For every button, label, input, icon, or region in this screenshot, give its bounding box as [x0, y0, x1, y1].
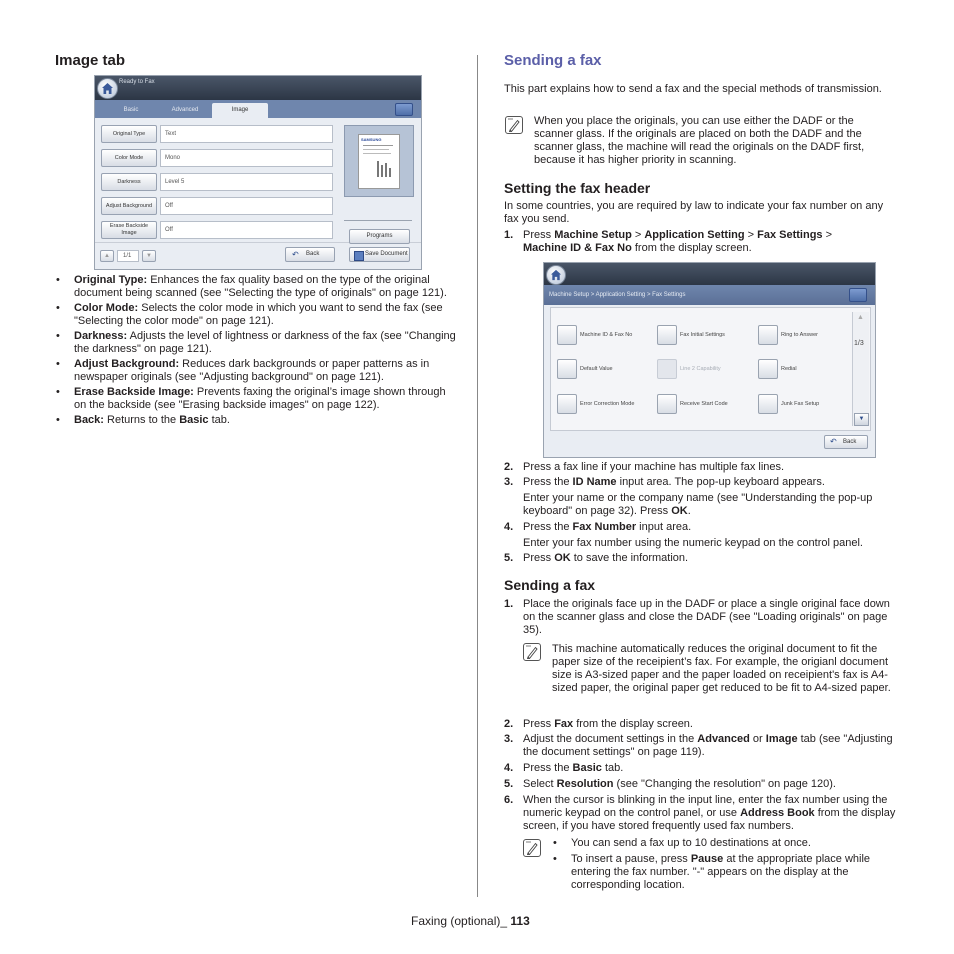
- image-tab-screenshot: [94, 75, 422, 270]
- erase-backside-image-field[interactable]: Off: [160, 221, 333, 239]
- note-fax-tips: [553, 837, 898, 892]
- fax-settings-screenshot: [543, 262, 876, 458]
- option-label: Redial: [781, 366, 797, 372]
- list-item: • To insert a pause, press Pause at the appropriate place while entering the fax number. "-" appears on the display at the corresponding location.: [553, 853, 871, 891]
- option-label: Junk Fax Setup: [781, 401, 820, 407]
- back-button[interactable]: [824, 435, 868, 449]
- page-up-icon[interactable]: ▲: [100, 250, 114, 262]
- programs-button[interactable]: Programs: [349, 229, 410, 244]
- option-label: Error Correction Mode: [580, 401, 635, 407]
- step-1-setup: 1. Press Machine Setup > Application Setting > Fax Settings > Machine ID & Fax No from the display screen.: [504, 229, 833, 254]
- option-label: Machine ID & Fax No: [580, 332, 633, 338]
- save-icon: [354, 251, 364, 261]
- back-button[interactable]: [285, 247, 335, 262]
- tab-bar: [95, 100, 421, 118]
- step-3-adjust-settings: 3. Adjust the document settings in the Advanced or Image tab (see "Adjusting the document settings" on page 119).: [504, 733, 893, 758]
- junk-fax-setup-button[interactable]: [758, 394, 778, 414]
- page-indicator: 1/1: [117, 250, 139, 262]
- back-label: Back: [843, 439, 857, 445]
- back-arrow-icon: ↶: [292, 250, 299, 259]
- list-item: • Color Mode: Selects the color mode in which you want to send the fax (see "Selecting the color mode" on page 121).: [56, 302, 456, 328]
- note-icon: [523, 839, 541, 857]
- section-heading-sending-a-fax: Sending a fax: [504, 52, 602, 69]
- save-document-button[interactable]: [349, 247, 410, 262]
- erase-backside-image-button[interactable]: Erase Backside Image: [101, 221, 157, 239]
- upload-icon[interactable]: [849, 288, 867, 302]
- option-label: Ring to Answer: [781, 332, 818, 338]
- list-item: • Original Type: Enhances the fax quality based on the type of the original document being scanned (see "Selecting the type of originals" on page 121).: [56, 274, 456, 300]
- scrollbar[interactable]: [852, 312, 869, 426]
- scroll-up-icon[interactable]: ▲: [857, 314, 864, 321]
- subheading-sending-a-fax: Sending a fax: [504, 577, 596, 593]
- page-down-icon[interactable]: ▼: [142, 250, 156, 262]
- back-label: Back: [306, 251, 320, 257]
- color-mode-button[interactable]: Color Mode: [101, 149, 157, 167]
- darkness-button[interactable]: Darkness: [101, 173, 157, 191]
- page-footer: Faxing (optional)_ 113: [411, 914, 530, 928]
- note-icon: [505, 116, 523, 134]
- receive-start-code-button[interactable]: [657, 394, 677, 414]
- page-indicator: 1/3: [854, 340, 864, 347]
- option-label: Fax Initial Settings: [680, 332, 725, 338]
- tab-basic[interactable]: Basic: [123, 107, 139, 113]
- back-arrow-icon: ↶: [830, 437, 837, 446]
- default-value-button[interactable]: [557, 359, 577, 379]
- list-item: • Adjust Background: Reduces dark backgrounds or paper patterns as in newspaper originals (see "Adjusting background" on page 121).: [56, 358, 456, 384]
- save-document-label: Save Document: [365, 251, 408, 257]
- step-6-enter-number: 6. When the cursor is blinking in the input line, enter the fax number using the numeric keypad on the control panel, or use Address Book from the display screen, if you have stored frequently used fax numbers.: [504, 794, 896, 832]
- step-4-detail: Enter your fax number using the numeric keypad on the control panel.: [523, 537, 863, 549]
- screen-titlebar: [544, 263, 875, 285]
- screen-titlebar: [95, 76, 421, 100]
- document-thumbnail: [358, 134, 400, 189]
- breadcrumb: Machine Setup > Application Setting > Fax Settings: [544, 285, 875, 305]
- subheading-setting-fax-header: Setting the fax header: [504, 180, 651, 196]
- adjust-background-button[interactable]: Adjust Background: [101, 197, 157, 215]
- option-label: Line 2 Capability: [680, 366, 721, 372]
- fax-initial-settings-button[interactable]: [657, 325, 677, 345]
- original-type-field[interactable]: Text: [160, 125, 333, 143]
- tab-advanced[interactable]: Advanced: [171, 107, 199, 113]
- list-item: • You can send a fax up to 10 destinations at once.: [553, 837, 811, 849]
- list-item: • Back: Returns to the Basic tab.: [56, 414, 456, 427]
- image-tab-options-list: [56, 274, 456, 429]
- tab-image[interactable]: Image: [212, 103, 268, 118]
- error-correction-mode-button[interactable]: [557, 394, 577, 414]
- home-icon[interactable]: [546, 265, 566, 285]
- fax-header-intro: In some countries, you are required by law to indicate your fax number on any fax you send.: [504, 200, 884, 225]
- note-icon: [523, 643, 541, 661]
- section-heading-image-tab: Image tab: [55, 52, 126, 69]
- darkness-field[interactable]: Level 5: [160, 173, 333, 191]
- note-dadf-priority: When you place the originals, you can use either the DADF or the scanner glass. If the originals are placed on both the DADF and the scanner glass, the machine will read the originals on the DADF first, because it has higher priority in scanning.: [534, 115, 865, 166]
- preview-brand: SAMSUNG: [361, 137, 382, 142]
- screen-title: Ready to Fax: [119, 79, 155, 85]
- line-2-capability-button: [657, 359, 677, 379]
- fax-settings-options: [550, 307, 871, 431]
- step-1-place-originals: 1. Place the originals face up in the DADF or place a single original face down on the scanner glass and close the DADF (see "Loading originals" on page 35).: [504, 598, 890, 636]
- original-type-button[interactable]: Original Type: [101, 125, 157, 143]
- option-label: Default Value: [580, 366, 613, 372]
- adjust-background-field[interactable]: Off: [160, 197, 333, 215]
- list-item: • Darkness: Adjusts the level of lightness or darkness of the fax (see "Changing the darkness" on page 121).: [56, 330, 456, 356]
- option-label: Receive Start Code: [680, 401, 728, 407]
- column-divider: [477, 55, 478, 897]
- redial-button[interactable]: [758, 359, 778, 379]
- machine-id-fax-no-button[interactable]: [557, 325, 577, 345]
- scroll-down-icon[interactable]: ▼: [854, 413, 869, 426]
- step-3-detail: Enter your name or the company name (see "Understanding the pop-up keyboard" on page 32). Press OK.: [523, 492, 873, 517]
- note-auto-reduce: This machine automatically reduces the original document to fit the paper size of the receipient’s fax. For example, the origianl document size is A3-sized paper and the paper loaded on receipient's fax is A4-sized paper, the original paper get reduced to be fit to A4-sized paper.: [552, 643, 891, 694]
- home-icon[interactable]: [97, 78, 118, 99]
- color-mode-field[interactable]: Mono: [160, 149, 333, 167]
- upload-icon[interactable]: [395, 103, 413, 116]
- list-item: • Erase Backside Image: Prevents faxing the original’s image shown through on the backside (see "Erasing backside images" on page 122).: [56, 386, 456, 412]
- intro-paragraph: This part explains how to send a fax and the special methods of transmission.: [504, 83, 882, 95]
- document-preview: [344, 125, 414, 197]
- ring-to-answer-button[interactable]: [758, 325, 778, 345]
